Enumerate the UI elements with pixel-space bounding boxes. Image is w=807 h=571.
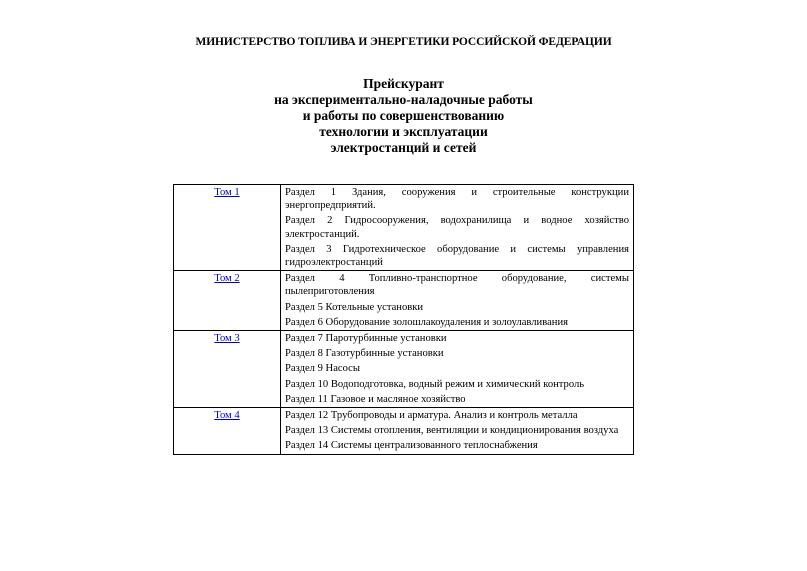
document-title [0,76,807,156]
sections-cell [281,185,634,271]
section-item: Раздел 8 Газотурбинные установки [285,348,444,360]
table-row [174,271,634,331]
table-row [174,185,634,271]
table-row [174,331,634,408]
sections-cell [281,271,634,331]
section-item: Раздел 10 Водоподготовка, водный режим и химический контроль [285,378,585,390]
section-item: Раздел 12 Трубопроводы и арматура. Анализ и контроль металла [285,410,578,422]
sections-cell [281,408,634,455]
volume-link-2[interactable]: Том 2 [214,273,240,285]
section-item: Раздел 13 Системы отопления, вентиляции и кондиционирования воздуха [285,425,619,437]
section-item: Раздел 14 Системы централизованного теплоснабжения [285,440,538,452]
title-line: электростанций и сетей [330,140,477,155]
volume-cell [174,408,281,455]
section-item: Раздел 4 Топливно-транспортное оборудование, системы пылеприготовления [285,273,629,298]
title-line: и работы по совершенствованию [302,108,505,123]
section-item: Раздел 9 Насосы [285,363,360,375]
section-item: Раздел 11 Газовое и масляное хозяйство [285,393,466,405]
volume-cell [174,271,281,331]
section-item: Раздел 7 Паротурбинные установки [285,333,447,345]
section-item: Раздел 1 Здания, сооружения и строительные конструкции энергопредприятий. [285,187,629,212]
volume-cell [174,185,281,271]
ministry-header: МИНИСТЕРСТВО ТОПЛИВА И ЭНЕРГЕТИКИ РОССИЙСКОЙ ФЕДЕРАЦИИ [195,36,612,48]
title-line: технологии и эксплуатации [319,124,488,139]
volume-link-1[interactable]: Том 1 [214,187,240,198]
volume-link-3[interactable]: Том 3 [214,333,240,345]
title-line: на экспериментально-наладочные работы [274,92,533,107]
table-row [174,408,634,455]
volume-link-4[interactable]: Том 4 [214,410,240,422]
sections-cell [281,331,634,408]
volumes-table [173,184,634,455]
section-item: Раздел 6 Оборудование золошлакоудаления и золоулавливания [285,316,568,328]
section-item: Раздел 2 Гидросооружения, водохранилища и водное хозяйство электростанций. [285,215,629,240]
volume-cell [174,331,281,408]
section-item: Раздел 3 Гидротехническое оборудование и системы управления гидроэлектростанций [285,243,629,269]
title-line: Прейскурант [363,76,444,91]
section-item: Раздел 5 Котельные установки [285,301,424,313]
